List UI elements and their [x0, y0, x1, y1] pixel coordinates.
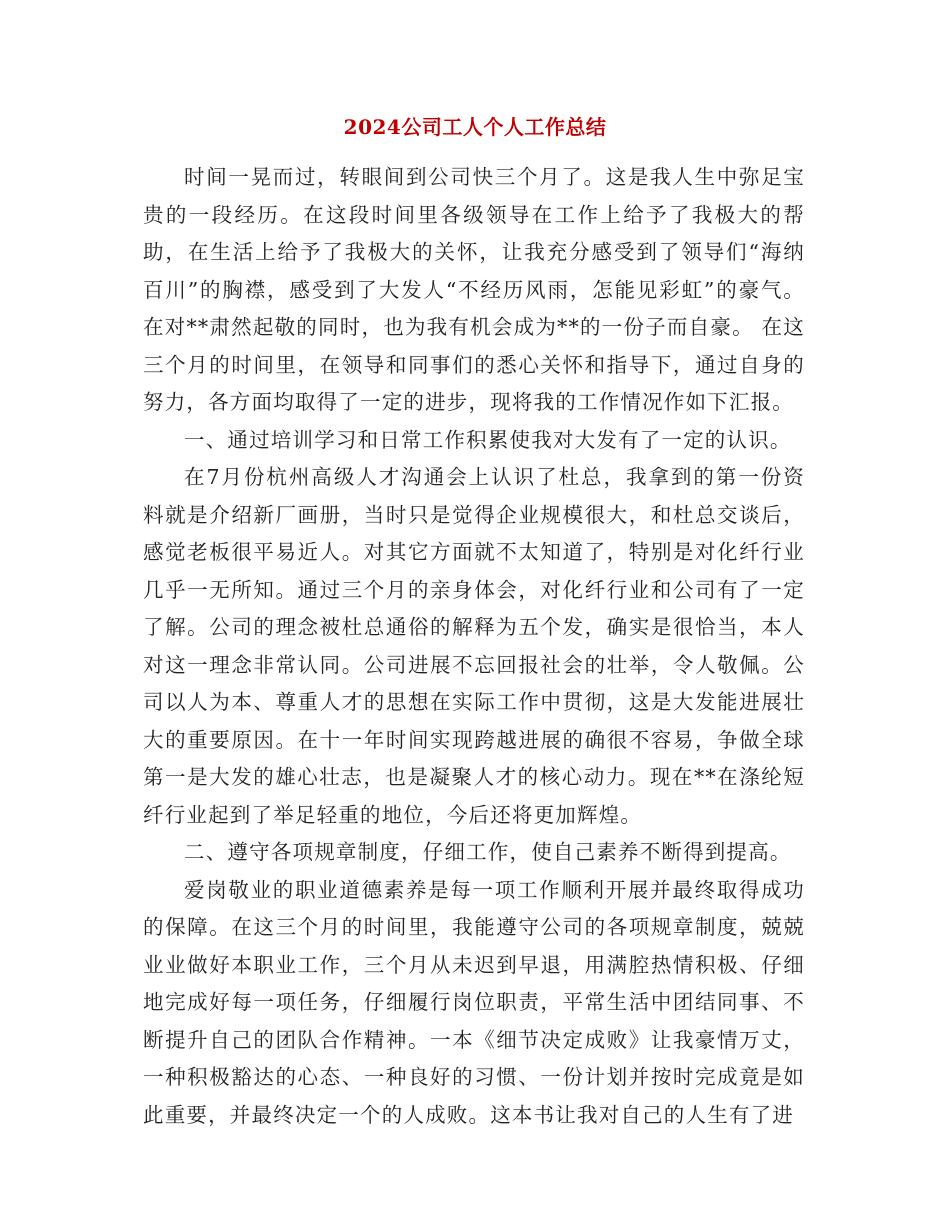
paragraph-section-1: 在7月份杭州高级人才沟通会上认识了杜总，我拿到的第一份资料就是介绍新厂画册，当时只是觉得企业规模很大，和杜总交谈后，感觉老板很平易近人。对其它方面就不太知道了，特别是对化纤行业几乎一无所知。通过三个月的亲身体会，对化纤行业和公司有了一定了解。公司的理念被杜总通俗的解释为五个发，确实是很恰当，本人对这一理念非常认同。公司进展不忘回报社会的壮举，令人敬佩。公司以人为本、尊重人才的思想在实际工作中贯彻，这是大发能进展壮大的重要原因。在十一年时间实现跨越进展的确很不容易，争做全球第一是大发的雄心壮志，也是凝聚人才的核心动力。现在**在涤纶短纤行业起到了举足轻重的地位，今后还将更加辉煌。 [143, 465, 805, 827]
section-heading-1: 一、通过培训学习和日常工作积累使我对大发有了一定的认识。 [184, 427, 792, 452]
paragraph-section-2: 爱岗敬业的职业道德素养是每一项工作顺利开展并最终取得成功的保障。在这三个月的时间里，我能遵守公司的各项规章制度，兢兢业业做好本职业工作，三个月从未迟到早退，用满腔热情积极、仔细地完成好每一项任务，仔细履行岗位职责，平常生活中团结同事、不断提升自己的团队合作精神。一本《细节决定成败》让我豪情万丈，一种积极豁达的心态、一种良好的习惯、一份计划并按时完成竟是如此重要，并最终决定一个的人成败。这本书让我对自己的人生有了进 [143, 877, 805, 1127]
section-heading-2: 二、遵守各项规章制度，仔细工作，使自己素养不断得到提高。 [184, 840, 792, 864]
document-body [143, 159, 805, 1134]
document-title: 2024公司工人个人工作总结 [343, 115, 607, 139]
paragraph-intro: 时间一晃而过，转眼间到公司快三个月了。这是我人生中弥足宝贵的一段经历。在这段时间里各级领导在工作上给予了我极大的帮助，在生活上给予了我极大的关怀，让我充分感受到了领导们“海纳百川”的胸襟，感受到了大发人“不经历风雨，怎能见彩虹”的豪气。在对**肃然起敬的同时，也为我有机会成为**的一份子而自豪。 在这三个月的时间里，在领导和同事们的悉心关怀和指导下，通过自身的努力，各方面均取得了一定的进步，现将我的工作情况作如下汇报。 [143, 165, 805, 414]
